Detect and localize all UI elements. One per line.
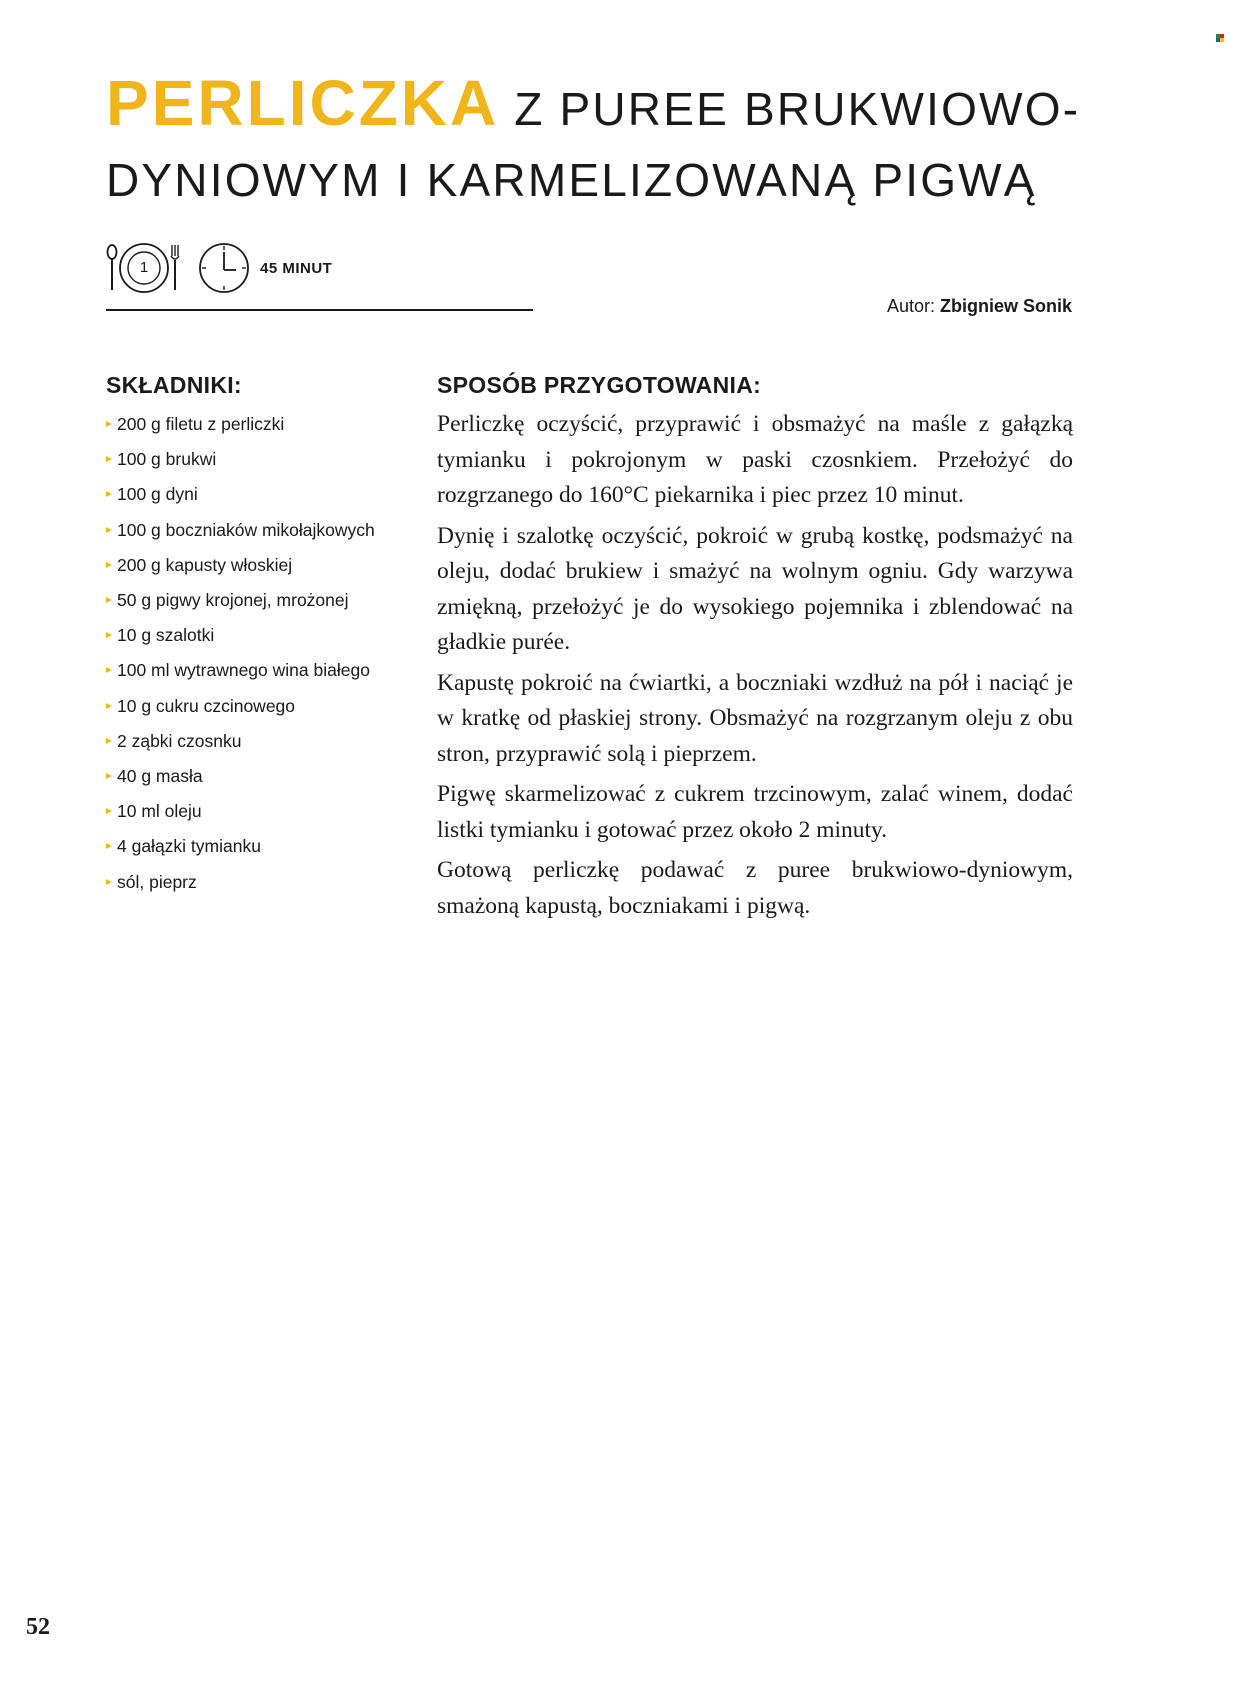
recipe-title <box>106 67 1106 218</box>
ingredient-text: 40 g masła <box>117 766 203 787</box>
ingredient-item <box>106 477 426 512</box>
bullet-arrow-icon <box>106 491 112 497</box>
ingredient-item <box>106 724 426 759</box>
ingredients-list <box>106 407 426 900</box>
author-credit <box>887 296 1072 317</box>
preparation-section <box>437 372 1073 929</box>
preparation-step: Perliczkę oczyścić, przyprawić i obsmażyć na maśle z gałązką tymianku i pokrojonym w paski czosnkiem. Przełożyć do rozgrzanego do 160°C piekarnika i piec przez 10 minut. <box>437 411 1073 508</box>
bullet-arrow-icon <box>106 456 112 462</box>
ingredient-text: 100 g boczniaków mikołajkowych <box>117 519 375 540</box>
bullet-arrow-icon <box>106 632 112 638</box>
servings-count: 1 <box>139 259 149 276</box>
plate-cutlery-icon <box>106 242 182 294</box>
ingredient-item <box>106 407 426 442</box>
bullet-arrow-icon <box>106 597 112 603</box>
preparation-step: Kapustę pokroić na ćwiartki, a boczniaki wzdłuż na pół i naciąć je w kratkę od płaskiej strony. Obsmażyć na rozgrzanym oleju z obu stron, przyprawić solą i pieprzem. <box>437 669 1073 767</box>
recipe-title-accent: PERLICZKA <box>106 67 500 139</box>
ingredient-text: 100 g brukwi <box>117 449 217 470</box>
ingredient-text: 100 ml wytrawnego wina białego <box>117 660 370 681</box>
ingredient-text: 10 ml oleju <box>117 801 202 822</box>
preparation-step: Gotową perliczkę podawać z puree brukwiowo-dyniowym, smażoną kapustą, boczniakami i pigwą. <box>437 857 1073 919</box>
ingredients-section <box>106 372 426 900</box>
bullet-arrow-icon <box>106 667 112 673</box>
ingredient-text: 4 gałązki tymianku <box>117 836 261 857</box>
bullet-arrow-icon <box>106 527 112 533</box>
ingredient-text: 100 g dyni <box>117 484 198 505</box>
clock-icon <box>198 242 250 294</box>
bullet-arrow-icon <box>106 562 112 568</box>
ingredient-text: 50 g pigwy krojonej, mrożonej <box>117 590 349 611</box>
bullet-arrow-icon <box>106 843 112 849</box>
ingredient-item <box>106 442 426 477</box>
ingredient-item <box>106 583 426 618</box>
preparation-heading: SPOSÓB PRZYGOTOWANIA: <box>437 372 762 398</box>
bullet-arrow-icon <box>106 738 112 744</box>
ingredient-item <box>106 865 426 900</box>
ingredient-text: 200 g filetu z perliczki <box>117 414 285 434</box>
ingredient-text: 200 g kapusty włoskiej <box>117 554 293 575</box>
ingredient-item <box>106 689 426 724</box>
preparation-step: Dynię i szalotkę oczyścić, pokroić w grubą kostkę, podsmażyć na oleju, dodać brukiew i smażyć na wolnym ogniu. Gdy warzywa zmiękną, przełożyć je do wysokiego pojemnika i zblendować na gładkie purée. <box>437 522 1073 655</box>
brand-logo-icon <box>1216 34 1225 42</box>
bullet-arrow-icon <box>106 703 112 709</box>
bullet-arrow-icon <box>106 879 112 885</box>
ingredient-item <box>106 548 426 583</box>
ingredient-item <box>106 794 426 829</box>
recipe-title-rest: Z PUREE BRUKWIOWO-DYNIOWYM I KARMELIZOWANĄ PIGWĄ <box>106 83 1081 206</box>
preparation-step: Pigwę skarmelizować z cukrem trzcinowym, zalać winem, dodać listki tymianku i gotować przez około 2 minuty. <box>437 781 1073 843</box>
recipe-meta <box>106 240 332 296</box>
bullet-arrow-icon <box>106 421 112 427</box>
author-label: Autor: <box>886 296 935 316</box>
ingredient-text: 10 g cukru czcinowego <box>117 695 296 716</box>
bullet-arrow-icon <box>106 808 112 814</box>
ingredient-item <box>106 653 426 688</box>
ingredient-item <box>106 618 426 653</box>
ingredient-item <box>106 513 426 548</box>
ingredients-heading: SKŁADNIKI: <box>106 372 242 398</box>
ingredient-text: 10 g szalotki <box>117 625 215 646</box>
ingredient-item <box>106 759 426 794</box>
author-name: Zbigniew Sonik <box>939 296 1072 316</box>
page-number: 52 <box>26 1614 50 1640</box>
prep-time: 45 MINUT <box>260 259 333 277</box>
ingredient-text: 2 ząbki czosnku <box>117 730 242 751</box>
ingredient-item <box>106 829 426 864</box>
header-divider <box>106 309 533 311</box>
ingredient-text: sól, pieprz <box>117 871 197 892</box>
preparation-steps <box>437 407 1073 924</box>
bullet-arrow-icon <box>106 773 112 779</box>
